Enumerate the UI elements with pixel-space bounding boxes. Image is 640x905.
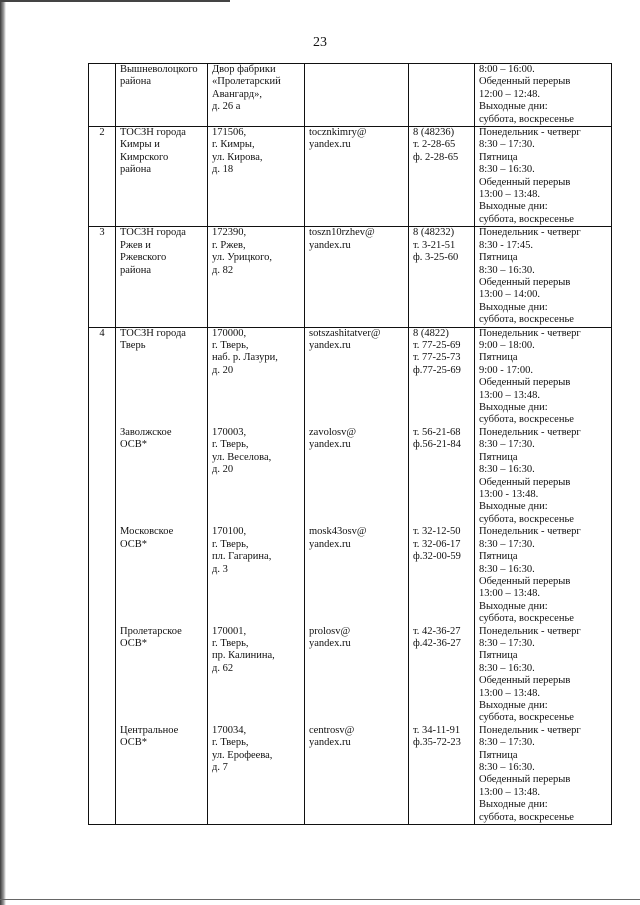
phone-cell: 8 (4822) т. 77-25-69 т. 77-25-73 ф.77-25-69 bbox=[409, 327, 475, 427]
email-cell: tocznkimry@ yandex.ru bbox=[305, 127, 409, 227]
working-hours-cell: Понедельник - четверг 8:30 – 17:30. Пятница 8:30 – 16:30. Обеденный перерыв 13:00 – 13:48. Выходные дни: суббота, воскресенье bbox=[475, 526, 612, 625]
phone-cell: т. 56-21-68 ф.56-21-84 bbox=[409, 427, 475, 526]
working-hours-cell: Понедельник - четверг 8:30 – 17:30. Пятница 8:30 – 16:30. Обеденный перерыв 13:00 - 13:48. Выходные дни: суббота, воскресенье bbox=[475, 427, 612, 526]
phone-cell: т. 34-11-91 ф.35-72-23 bbox=[409, 725, 475, 825]
email-cell: mosk43osv@ yandex.ru bbox=[305, 526, 409, 625]
working-hours-cell: Понедельник - четверг 8:30 – 17:30. Пятница 8:30 – 16:30. Обеденный перерыв 13:00 – 13:48. Выходные дни: суббота, воскресенье bbox=[475, 127, 612, 227]
table-subrow bbox=[89, 725, 612, 825]
scan-left-edge bbox=[0, 0, 6, 905]
email-cell: sotszashitatver@ yandex.ru bbox=[305, 327, 409, 427]
phone-cell: 8 (48236) т. 2-28-65 ф. 2-28-65 bbox=[409, 127, 475, 227]
row-number-cell: 4 bbox=[89, 327, 116, 825]
address-cell: 170000, г. Тверь, наб. р. Лазури, д. 20 bbox=[208, 327, 305, 427]
row-number-cell: 2 bbox=[89, 127, 116, 227]
phone-cell: т. 42-36-27 ф.42-36-27 bbox=[409, 626, 475, 725]
institution-name-cell: Пролетарское ОСВ* bbox=[116, 626, 208, 725]
address-cell: 170001, г. Тверь, пр. Калинина, д. 62 bbox=[208, 626, 305, 725]
address-cell: Двор фабрики «Пролетарский Авангард», д. 26 а bbox=[208, 64, 305, 127]
institution-name-cell: ТОСЗН города Ржев и Ржевского района bbox=[116, 227, 208, 327]
phone-cell: т. 32-12-50 т. 32-06-17 ф.32-00-59 bbox=[409, 526, 475, 625]
working-hours-cell: Понедельник - четверг 9:00 – 18:00. Пятница 9:00 - 17:00. Обеденный перерыв 13:00 – 13:48. Выходные дни: суббота, воскресенье bbox=[475, 327, 612, 427]
address-cell: 172390, г. Ржев, ул. Урицкого, д. 82 bbox=[208, 227, 305, 327]
institution-name-cell: Вышневолоцкого района bbox=[116, 64, 208, 127]
email-cell bbox=[305, 64, 409, 127]
table-subrow bbox=[89, 526, 612, 625]
email-cell: zavolosv@ yandex.ru bbox=[305, 427, 409, 526]
address-cell: 170003, г. Тверь, ул. Веселова, д. 20 bbox=[208, 427, 305, 526]
table-subrow bbox=[89, 626, 612, 725]
institution-name-cell: Московское ОСВ* bbox=[116, 526, 208, 625]
email-cell: centrosv@ yandex.ru bbox=[305, 725, 409, 825]
scan-bottom-edge bbox=[0, 899, 640, 900]
working-hours-cell: Понедельник - четверг 8:30 – 17:30. Пятница 8:30 – 16:30. Обеденный перерыв 13:00 – 13:48. Выходные дни: суббота, воскресенье bbox=[475, 626, 612, 725]
working-hours-cell: 8:00 – 16:00. Обеденный перерыв 12:00 – 12:48. Выходные дни: суббота, воскресенье bbox=[475, 64, 612, 127]
page-number: 23 bbox=[313, 35, 327, 50]
institutions-table bbox=[88, 63, 612, 825]
email-cell: prolosv@ yandex.ru bbox=[305, 626, 409, 725]
institution-name-cell: Заволжское ОСВ* bbox=[116, 427, 208, 526]
table-row bbox=[89, 127, 612, 227]
email-cell: toszn10rzhev@ yandex.ru bbox=[305, 227, 409, 327]
working-hours-cell: Понедельник - четверг 8:30 - 17:45. Пятница 8:30 – 16:30. Обеденный перерыв 13:00 – 14:00. Выходные дни: суббота, воскресенье bbox=[475, 227, 612, 327]
address-cell: 170100, г. Тверь, пл. Гагарина, д. 3 bbox=[208, 526, 305, 625]
phone-cell bbox=[409, 64, 475, 127]
table-row bbox=[89, 227, 612, 327]
institution-name-cell: Центральное ОСВ* bbox=[116, 725, 208, 825]
working-hours-cell: Понедельник - четверг 8:30 – 17:30. Пятница 8:30 – 16:30. Обеденный перерыв 13:00 – 13:48. Выходные дни: суббота, воскресенье bbox=[475, 725, 612, 825]
row-number-cell: 3 bbox=[89, 227, 116, 327]
table-row bbox=[89, 327, 612, 427]
institution-name-cell: ТОСЗН города Тверь bbox=[116, 327, 208, 427]
table-subrow bbox=[89, 427, 612, 526]
scan-top-artifact bbox=[0, 0, 230, 2]
institution-name-cell: ТОСЗН города Кимры и Кимрского района bbox=[116, 127, 208, 227]
phone-cell: 8 (48232) т. 3-21-51 ф. 3-25-60 bbox=[409, 227, 475, 327]
address-cell: 170034, г. Тверь, ул. Ерофеева, д. 7 bbox=[208, 725, 305, 825]
row-number-cell bbox=[89, 64, 116, 127]
address-cell: 171506, г. Кимры, ул. Кирова, д. 18 bbox=[208, 127, 305, 227]
table-row bbox=[89, 64, 612, 127]
